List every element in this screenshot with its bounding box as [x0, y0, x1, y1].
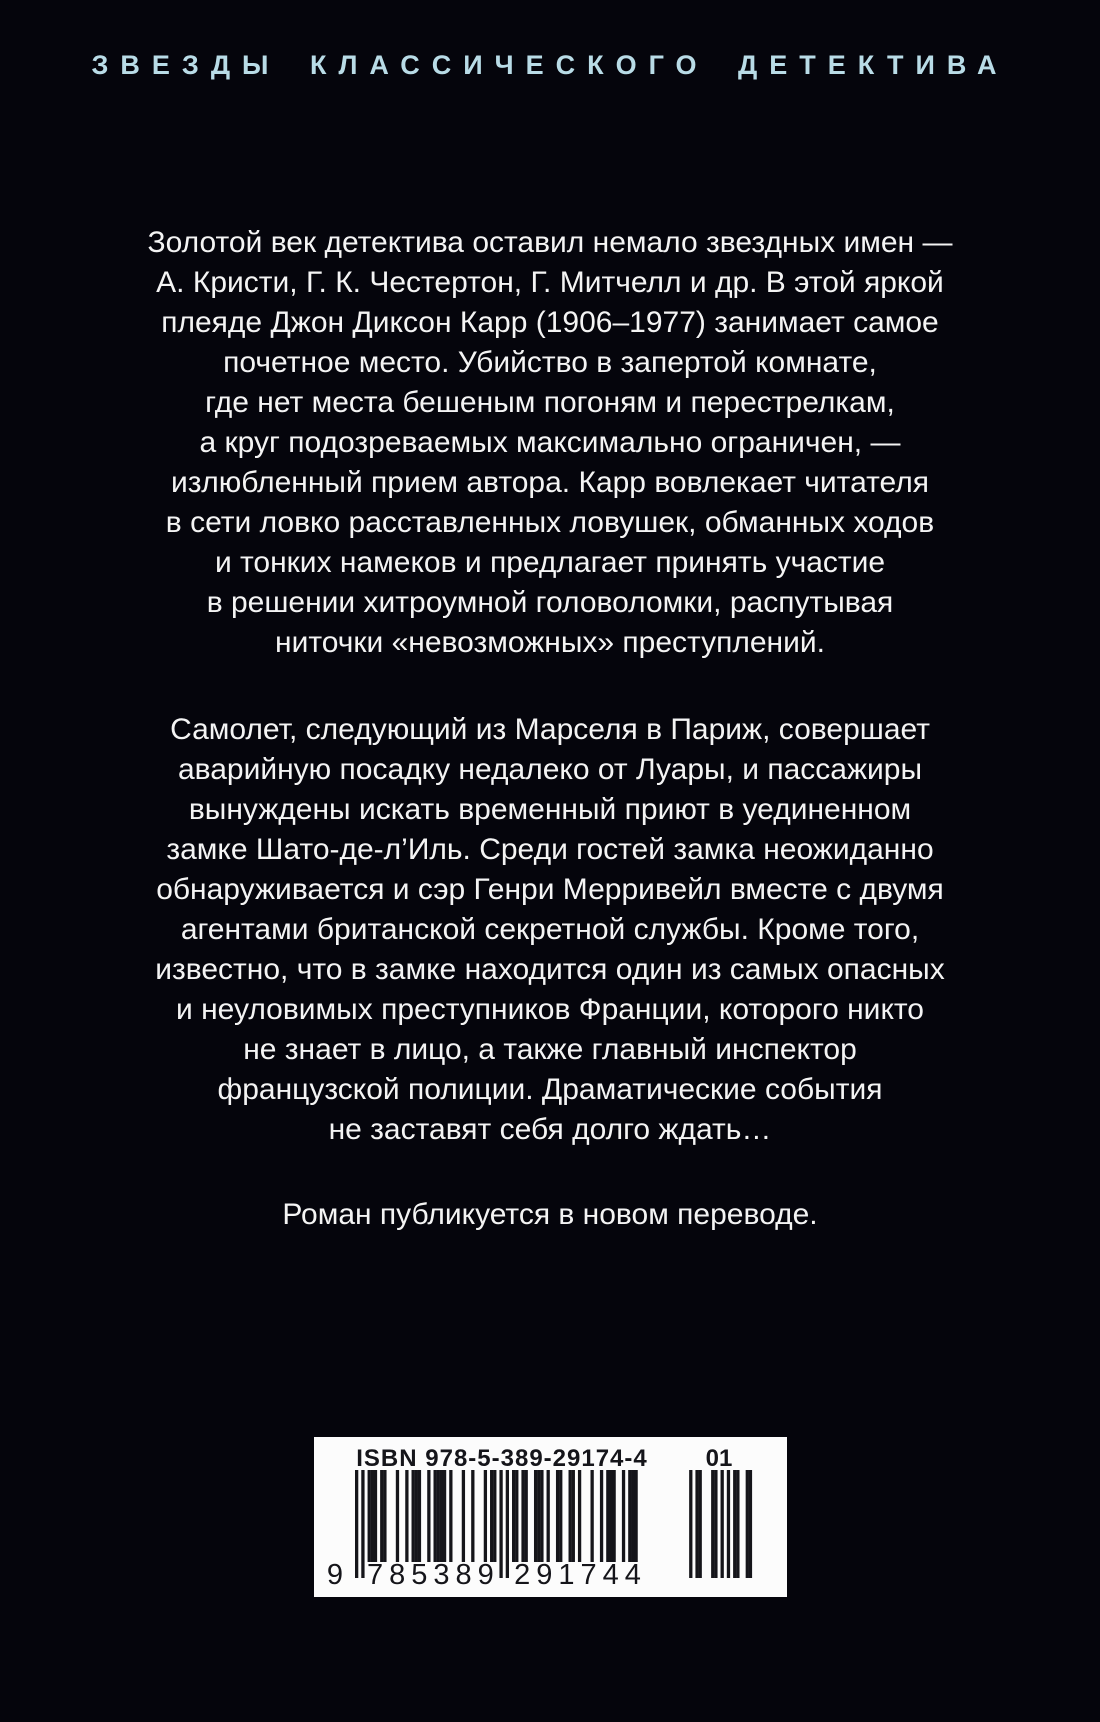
text-line: в сети ловко расставленных ловушек, обманных ходов [165, 506, 935, 539]
text-line: плеяде Джон Диксон Карр (1906–1977) занимает самое [161, 306, 939, 339]
text-line: Золотой век детектива оставил немало звездных имен — [147, 226, 953, 259]
annotation-paragraph-1 [40, 223, 1060, 663]
text-line: ниточки «невозможных» преступлений. [275, 626, 825, 659]
text-line: и неуловимых преступников Франции, которого никто [175, 993, 924, 1026]
text-line: где нет места бешеным погоням и перестрелкам, [205, 386, 895, 419]
barcode-digits-left: 785389 [367, 1559, 500, 1591]
barcode-digits-right: 291744 [514, 1559, 647, 1591]
text-line: Роман публикуется в новом переводе. [282, 1198, 818, 1231]
isbn-barcode-panel [314, 1437, 787, 1597]
text-line: французской полиции. Драматические события [217, 1073, 883, 1106]
text-line: не знает в лицо, а также главный инспектор [243, 1033, 857, 1066]
text-line: а круг подозреваемых максимально ограничен, — [199, 426, 901, 459]
series-title: ЗВЕЗДЫ КЛАССИЧЕСКОГО ДЕТЕКТИВА [91, 50, 1009, 80]
annotation-paragraph-2 [40, 710, 1060, 1150]
text-line: вынуждены искать временный приют в уединенном [188, 793, 912, 826]
text-line: известно, что в замке находится один из самых опасных [155, 953, 945, 986]
isbn-number: ISBN 978-5-389-29174-4 [356, 1445, 648, 1472]
text-line: обнаруживается и сэр Генри Мерривейл вместе с двумя [156, 873, 944, 906]
barcode-addon-number: 01 [705, 1445, 733, 1472]
text-line: агентами британской секретной службы. Кроме того, [180, 913, 920, 946]
text-line: в решении хитроумной головоломки, распутывая [206, 586, 894, 619]
text-line: аварийную посадку недалеко от Луары, и пассажиры [177, 753, 923, 786]
text-line: замке Шато-де-л’Иль. Среди гостей замка неожиданно [166, 833, 934, 866]
barcode-digit-lead: 9 [326, 1559, 344, 1591]
annotation-note [40, 1195, 1060, 1235]
text-line: не заставят себя долго ждать… [328, 1113, 772, 1146]
text-line: и тонких намеков и предлагает принять участие [214, 546, 886, 579]
text-line: А. Кристи, Г. К. Честертон, Г. Митчелл и др. В этой яркой [156, 266, 944, 299]
text-line: излюбленный прием автора. Карр вовлекает читателя [171, 466, 929, 499]
text-line: Самолет, следующий из Марселя в Париж, совершает [170, 713, 930, 746]
text-line: почетное место. Убийство в запертой комнате, [223, 346, 877, 379]
